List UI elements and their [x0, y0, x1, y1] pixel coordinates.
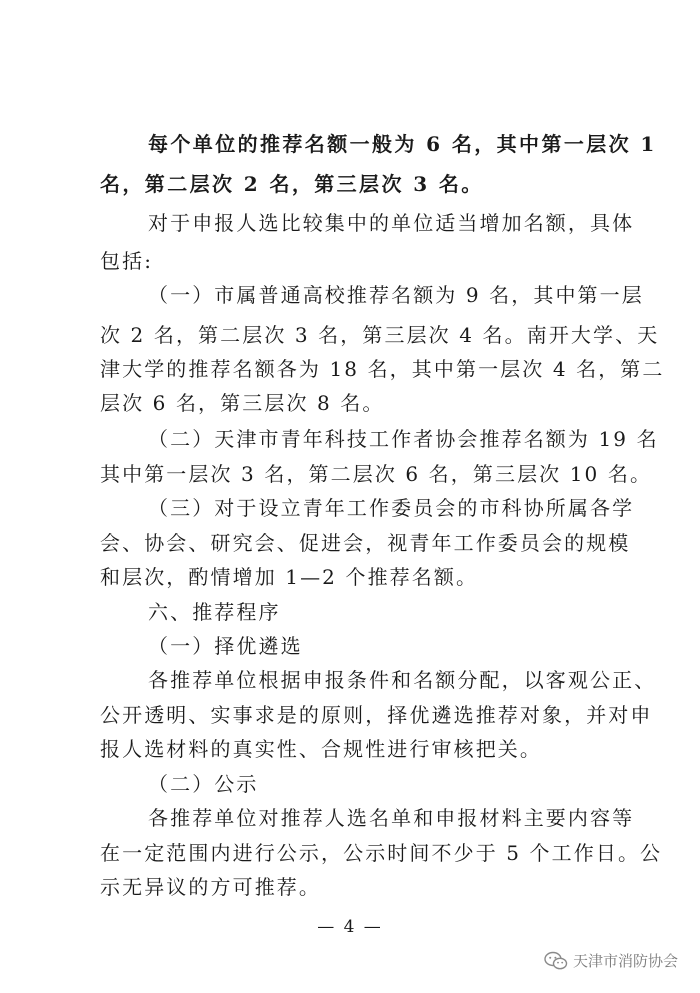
- paragraph-line: 各推荐单位根据申报条件和名额分配，以客观公正、: [148, 668, 657, 692]
- subsection-heading: （二）公示: [148, 772, 259, 796]
- wechat-icon: [544, 951, 568, 971]
- paragraph-line: 次 2 名，第二层次 3 名，第三层次 4 名。南开大学、天: [100, 323, 660, 347]
- paragraph-line: 各推荐单位对推荐人选名单和申报材料主要内容等: [148, 806, 635, 830]
- paragraph-line: 每个单位的推荐名额一般为 6 名，其中第一层次 1: [148, 132, 657, 156]
- paragraph-line: 名，第二层次 2 名，第三层次 3 名。: [100, 172, 484, 196]
- paragraph-line: 其中第一层次 3 名，第二层次 6 名，第三层次 10 名。: [100, 462, 653, 486]
- paragraph-line: 津大学的推荐名额各为 18 名，其中第一层次 4 名，第二: [100, 357, 665, 381]
- subsection-heading: （一）择优遴选: [148, 634, 303, 658]
- page-number: — 4 —: [317, 917, 383, 937]
- paragraph-line: 公开透明、实事求是的原则，择优遴选推荐对象，并对申: [100, 703, 653, 727]
- watermark: [544, 950, 678, 971]
- paragraph-line: 在一定范围内进行公示，公示时间不少于 5 个工作日。公: [100, 841, 663, 865]
- paragraph-line: 包括:: [100, 249, 154, 273]
- paragraph-line: （一）市属普通高校推荐名额为 9 名，其中第一层: [148, 283, 644, 307]
- paragraph-line: 示无异议的方可推荐。: [100, 875, 321, 899]
- paragraph-line: 层次 6 名，第三层次 8 名。: [100, 391, 385, 415]
- paragraph-line: （三）对于设立青年工作委员会的市科协所属各学: [148, 496, 635, 520]
- paragraph-line: 会、协会、研究会、促进会，视青年工作委员会的规模: [100, 531, 631, 555]
- paragraph-line: 对于申报人选比较集中的单位适当增加名额，具体: [148, 211, 635, 235]
- paragraph-line: （二）天津市青年科技工作者协会推荐名额为 19 名: [148, 427, 659, 451]
- paragraph-line: 和层次，酌情增加 1—2 个推荐名额。: [100, 565, 479, 589]
- section-heading: 六、推荐程序: [148, 600, 281, 624]
- watermark-text: 天津市消防协会: [572, 952, 678, 970]
- paragraph-line: 报人选材料的真实性、合规性进行审核把关。: [100, 737, 542, 761]
